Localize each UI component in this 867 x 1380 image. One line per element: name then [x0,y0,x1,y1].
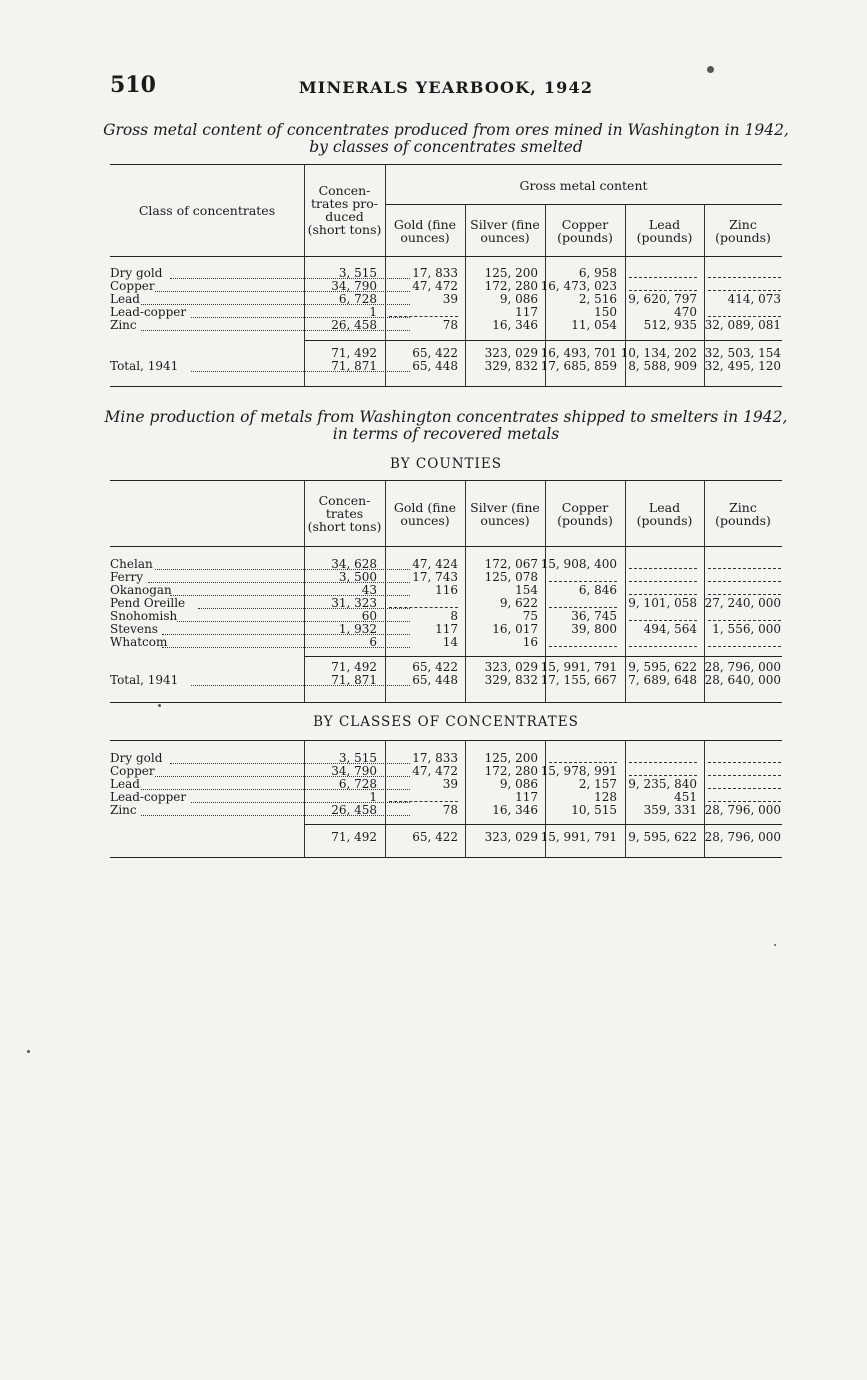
header-gold [385,218,465,244]
row-label: Total, 1941 [110,359,179,373]
table-cell: 116 [435,583,458,597]
table1-total-rule [305,340,782,341]
header-line: trates [325,506,364,521]
header-line: Gold (fine [393,217,457,232]
table-cell: 32, 089, 081 [704,318,781,332]
empty-cell-dash [708,775,781,776]
table2-bottom-rule [110,857,782,858]
table-cell: 17, 743 [412,570,458,584]
table-cell: 3, 515 [338,751,377,765]
table-cell: 27, 240, 000 [704,596,781,610]
row-label: Zinc [110,803,137,817]
table-cell: 3, 515 [338,266,377,280]
header-line: ounces) [400,513,450,528]
table-cell: 39 [442,292,458,306]
row-label: Chelan [110,557,153,571]
empty-cell-dash [708,788,781,789]
table-cell: 1 [369,790,377,804]
header-line: (pounds) [557,513,613,528]
header-line: ounces) [480,513,530,528]
scan-speck [774,944,776,946]
table-cell: 9, 101, 058 [628,596,697,610]
table-cell: 117 [515,305,538,319]
empty-cell-dash [708,801,781,802]
row-label: Pend Oreille [110,596,186,610]
table-cell: 65, 422 [412,346,458,360]
table-cell: 16, 017 [492,622,538,636]
leader-dots [191,802,410,803]
table1-group-rule [385,204,782,205]
empty-cell-dash [629,646,697,647]
empty-cell-dash [629,277,697,278]
header-line: Gold (fine [393,500,457,515]
header-zinc [704,501,782,527]
table-cell: 512, 935 [643,318,697,332]
table-cell: 172, 280 [484,764,538,778]
header-line: Lead [648,500,681,515]
empty-cell-dash [708,277,781,278]
header-line: Zinc [729,500,757,515]
scan-speck [27,1050,30,1053]
table-cell: 32, 495, 120 [704,359,781,373]
leader-dots [191,371,410,372]
table-cell: 125, 200 [484,751,538,765]
header-line: (short tons) [307,222,382,237]
table2-total-rule [305,656,782,657]
row-label: Lead-copper [110,305,187,319]
table-cell: 26, 458 [331,318,377,332]
table-cell: 172, 067 [484,557,538,571]
row-label: Lead-copper [110,790,187,804]
table2-classes-total-rule [305,824,782,825]
table-cell: 329, 832 [484,359,538,373]
table2-vline [385,740,386,857]
empty-cell-dash [629,594,697,595]
table1-top-rule [110,164,782,165]
table-cell: 9, 595, 622 [628,830,697,844]
empty-cell-dash [629,762,697,763]
table-cell: 6, 728 [338,292,377,306]
table-cell: 1 [369,305,377,319]
table-cell: 15, 978, 991 [540,764,617,778]
row-label: Stevens [110,622,158,636]
empty-cell-dash [389,607,458,608]
table-cell: 117 [435,622,458,636]
empty-cell-dash [629,290,697,291]
table-cell: 36, 745 [571,609,617,623]
table-cell: 9, 620, 797 [628,292,697,306]
empty-cell-dash [708,316,781,317]
table-cell: 28, 796, 000 [704,660,781,674]
table-cell: 71, 492 [331,660,377,674]
table-cell: 128 [594,790,617,804]
table-cell: 47, 472 [412,279,458,293]
table-cell: 10, 515 [571,803,617,817]
table-cell: 359, 331 [643,803,697,817]
empty-cell-dash [708,581,781,582]
row-label: Copper [110,279,155,293]
empty-cell-dash [549,607,617,608]
header-lead [625,501,704,527]
empty-cell-dash [629,568,697,569]
table-cell: 1, 932 [338,622,377,636]
row-label: Ferry [110,570,144,584]
table-cell: 17, 155, 667 [540,673,617,687]
table-cell: 117 [515,790,538,804]
table2-header-rule [110,546,782,547]
table-cell: 71, 492 [331,830,377,844]
header-line: Copper [561,500,609,515]
table-cell: 14 [442,635,458,649]
header-line: (pounds) [636,513,693,528]
table2-title-line1: Mine production of metals from Washington concentrates shipped to smelters in 1942, [104,408,788,426]
row-label: Copper [110,764,155,778]
table-cell: 65, 422 [412,660,458,674]
table-cell: 16, 473, 023 [540,279,617,293]
section-heading-counties: BY COUNTIES [390,456,502,472]
table-cell: 16, 493, 701 [540,346,617,360]
header-class: Class of concentrates [138,203,276,218]
empty-cell-dash [389,801,458,802]
table1-title-line2: by classes of concentrates smelted [309,138,583,156]
table-cell: 26, 458 [331,803,377,817]
header-silver [465,218,545,244]
row-label: Dry gold [110,751,163,765]
header-gold [385,501,465,527]
table1-bottom-rule [110,386,782,387]
table-cell: 28, 796, 000 [704,803,781,817]
header-line: Concen- [318,183,371,198]
header-line: Silver (fine [470,217,540,232]
table-cell: 47, 424 [412,557,458,571]
row-label: Snohomish [110,609,178,623]
empty-cell-dash [549,762,617,763]
table-cell: 150 [594,305,617,319]
table-cell: 8 [450,609,458,623]
table-cell: 11, 054 [571,318,617,332]
header-line: (pounds) [715,513,771,528]
table-cell: 2, 157 [578,777,617,791]
empty-cell-dash [629,581,697,582]
table-cell: 71, 492 [331,346,377,360]
empty-cell-dash [708,290,781,291]
table-cell: 9, 086 [499,777,538,791]
empty-cell-dash [629,775,697,776]
table2-vline [625,740,626,857]
empty-cell-dash [708,762,781,763]
header-line: Lead [648,217,681,232]
row-label: Okanogan [110,583,172,597]
empty-cell-dash [389,316,458,317]
table-cell: 17, 833 [412,751,458,765]
table-cell: 75 [522,609,538,623]
table-cell: 323, 029 [484,346,538,360]
table-cell: 125, 200 [484,266,538,280]
table-cell: 451 [674,790,697,804]
table-cell: 17, 685, 859 [540,359,617,373]
header-line: ounces) [400,230,450,245]
table-cell: 1, 556, 000 [712,622,781,636]
table1-title-line1: Gross metal content of concentrates produced from ores mined in Washington in 1942, [103,121,789,139]
table-cell: 17, 833 [412,266,458,280]
table-cell: 172, 280 [484,279,538,293]
table-cell: 65, 448 [412,359,458,373]
table-cell: 470 [674,305,697,319]
table-cell: 16 [522,635,538,649]
header-line: (short tons) [307,519,382,534]
empty-cell-dash [629,620,697,621]
section-heading-classes: BY CLASSES OF CONCENTRATES [313,714,579,730]
empty-cell-dash [549,581,617,582]
table-cell: 414, 073 [727,292,781,306]
leader-dots [191,317,410,318]
header-line: Concen- [318,493,371,508]
empty-cell-dash [708,620,781,621]
table-cell: 47, 472 [412,764,458,778]
table2-title-line2: in terms of recovered metals [332,425,560,443]
empty-cell-dash [708,594,781,595]
table-cell: 3, 500 [338,570,377,584]
empty-cell-dash [708,568,781,569]
header-line: ounces) [480,230,530,245]
table2-counties-bottom-rule [110,702,782,703]
table-cell: 323, 029 [484,660,538,674]
empty-cell-dash [708,646,781,647]
table-cell: 31, 323 [331,596,377,610]
table1-vline [385,164,386,386]
table-cell: 28, 640, 000 [704,673,781,687]
table-cell: 34, 790 [331,764,377,778]
row-label: Zinc [110,318,137,332]
table-cell: 494, 564 [643,622,697,636]
page-number: 510 [110,72,156,98]
header-copper [545,501,625,527]
row-label: Lead [110,777,140,791]
table1-header-rule [110,256,782,257]
table-cell: 78 [442,803,458,817]
table2-classes-top-rule [110,740,782,741]
table-cell: 9, 086 [499,292,538,306]
row-label: Whatcom [110,635,168,649]
row-label: Total, 1941 [110,673,179,687]
row-label: Dry gold [110,266,163,280]
table-cell: 15, 908, 400 [540,557,617,571]
table-cell: 10, 134, 202 [620,346,697,360]
leader-dots [191,685,410,686]
table-cell: 2, 516 [578,292,617,306]
running-title: MINERALS YEARBOOK, 1942 [298,78,594,97]
table-cell: 39 [442,777,458,791]
header-line: duced [325,209,364,224]
table-cell: 15, 991, 791 [540,660,617,674]
header-line: trates pro- [311,196,378,211]
table-cell: 154 [515,583,538,597]
table-cell: 78 [442,318,458,332]
header-concentrates [304,184,385,236]
header-line: Copper [561,217,609,232]
page-header [110,72,782,104]
table-cell: 9, 622 [499,596,538,610]
table2-vline [465,740,466,857]
header-lead [625,218,704,244]
header-copper [545,218,625,244]
row-label: Lead [110,292,140,306]
table-cell: 28, 796, 000 [704,830,781,844]
header-line: (pounds) [715,230,771,245]
table-cell: 15, 991, 791 [540,830,617,844]
table-cell: 16, 346 [492,803,538,817]
leader-dots [198,608,410,609]
table-cell: 7, 689, 648 [628,673,697,687]
table-cell: 8, 588, 909 [628,359,697,373]
table-cell: 16, 346 [492,318,538,332]
header-line: (pounds) [557,230,613,245]
table-cell: 9, 235, 840 [628,777,697,791]
header-gross-metal: Gross metal content [519,178,648,193]
table-cell: 34, 790 [331,279,377,293]
scan-speck [158,704,161,707]
table-cell: 65, 448 [412,673,458,687]
table2-top-rule [110,480,782,481]
table-cell: 6, 846 [578,583,617,597]
table-cell: 6 [369,635,377,649]
table-cell: 6, 728 [338,777,377,791]
table-cell: 39, 800 [571,622,617,636]
table-cell: 65, 422 [412,830,458,844]
header-line: (pounds) [636,230,693,245]
table-cell: 125, 078 [484,570,538,584]
table2-vline [304,740,305,857]
header-zinc [704,218,782,244]
table-cell: 60 [361,609,377,623]
table-cell: 71, 871 [331,359,377,373]
table-cell: 43 [361,583,377,597]
table-cell: 329, 832 [484,673,538,687]
table-cell: 323, 029 [484,830,538,844]
table-cell: 32, 503, 154 [704,346,781,360]
empty-cell-dash [549,646,617,647]
header-line: Zinc [729,217,757,232]
header-concentrates [304,494,385,533]
table-cell: 34, 628 [331,557,377,571]
table-cell: 9, 595, 622 [628,660,697,674]
header-line: Silver (fine [470,500,540,515]
header-silver [465,501,545,527]
table-cell: 71, 871 [331,673,377,687]
table-cell: 6, 958 [578,266,617,280]
